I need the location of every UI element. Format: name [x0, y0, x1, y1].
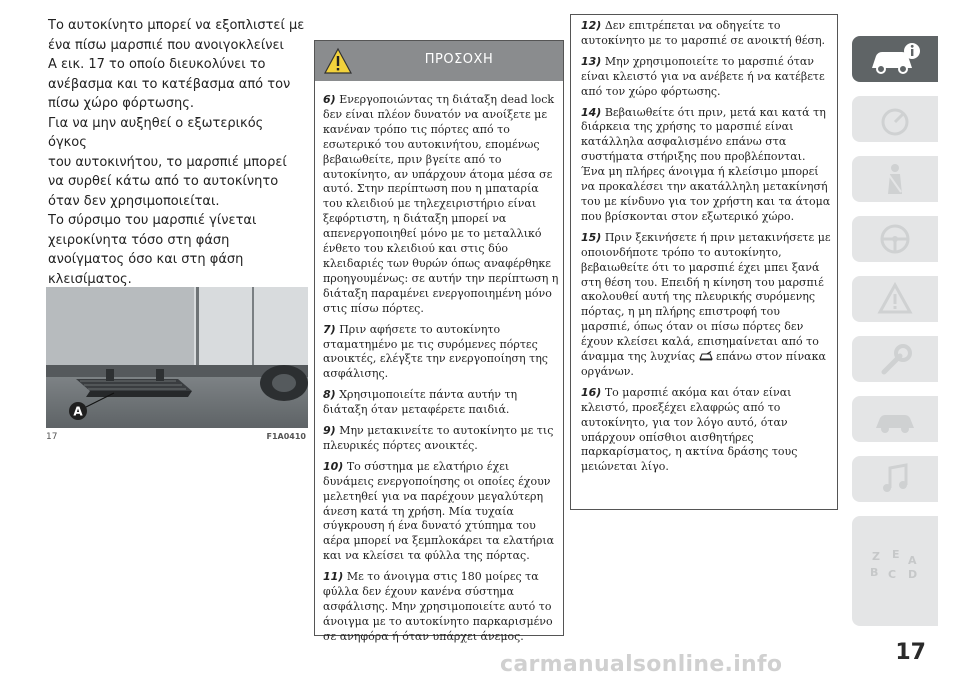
warning-item	[581, 55, 831, 100]
warning-item	[581, 386, 831, 475]
item-number: 13)	[581, 54, 602, 68]
warning-item	[323, 460, 559, 564]
item-text: Το σύστημα με ελατήριο έχει δυνάμεις ενεργοποίησης οι οποίες έχουν μελετηθεί για να παρέχουν μεγαλύτερη άνεση κατά τη χρήση. Μία τυχαία σύγκρουση ή ένα δυνατό χτύπημα του αέρα μπορεί να ξεμπλοκάρει τα ελατήρια και να κλείσει τα φύλλα της πόρτας.	[323, 459, 555, 563]
intro-line: του αυτοκινήτου, το μαρσπιέ μπορεί	[48, 154, 287, 170]
warning-item	[581, 19, 831, 49]
tab-specifications[interactable]	[852, 396, 938, 442]
tab-maintenance[interactable]	[852, 336, 938, 382]
item-number: 6)	[323, 93, 336, 106]
warning-triangle-icon	[868, 282, 922, 316]
page-number: 17	[895, 640, 926, 665]
chapter-sidebar	[852, 36, 938, 626]
intro-line: να συρθεί κάτω από το αυτοκίνητο	[48, 174, 279, 189]
tab-car-info[interactable]	[852, 36, 938, 82]
seatbelt-safety-icon	[868, 162, 922, 196]
music-media-icon	[868, 462, 922, 496]
open-door-warning-icon	[699, 351, 713, 361]
specifications-icon	[868, 402, 922, 436]
item-text: Μην μετακινείτε το αυτοκίνητο με τις πλευρικές πόρτες ανοικτές.	[323, 424, 554, 452]
rear-step-illustration	[46, 287, 308, 428]
intro-line: Το αυτοκίνητο μπορεί να εξοπλιστεί με	[48, 18, 305, 33]
item-text: Πριν ξεκινήσετε ή πριν μετακινήσετε με οποιονδήποτε τρόπο το αυτοκίνητο, βεβαιωθείτε ότι το μαρσπιέ έχει μπει ξανά στη θέση του. Επειδή η κίνηση του μαρσπιέ ακολουθεί αυτή της πλευρικής συρόμενης πόρτας, η μη πλήρης επιστροφή του μαρσπιέ, όπως όταν οι πίσω πόρτες δεν έχουν κλείσει καλά, επισημαίνεται από το άναμμα της λυχνίας	[581, 230, 831, 364]
intro-text	[48, 16, 306, 289]
item-text: Μην χρησιμοποιείτε το μαρσπιέ όταν είναι κλειστό για να ανέβετε ή να κατέβετε από τον χώρο φόρτωσης.	[581, 54, 825, 98]
warning-title: ΠΡΟΣΟΧΗ	[424, 52, 494, 67]
warning-item	[323, 323, 559, 383]
item-number: 12)	[581, 19, 602, 32]
item-number: 15)	[581, 230, 602, 244]
intro-line: πίσω χώρο φόρτωσης.	[48, 96, 194, 111]
item-number: 8)	[323, 388, 336, 402]
intro-line: A εικ. 17 το οποίο διευκολύνει το	[48, 57, 266, 72]
warning-box-continued	[570, 14, 838, 510]
rear-step-photo	[46, 287, 308, 428]
warning-box	[314, 40, 564, 643]
item-number: 7)	[323, 322, 336, 336]
dashboard-lights-icon	[868, 102, 922, 136]
figure-number: 17	[46, 432, 58, 442]
intro-line: χειροκίνητα τόσο στη φάση	[48, 232, 230, 248]
warning-body-continued	[581, 19, 831, 481]
item-number: 16)	[581, 385, 602, 399]
item-text: Ενεργοποιώντας τη διάταξη dead lock δεν είναι πλέον δυνατόν να ανοίξετε με κανέναν τρόπο τις πόρτες από το εσωτερικό του αυτοκινήτου, επομένως βεβαιωθείτε, πριν βγείτε από το αυτοκίνητο, αν υπάρχουν άτομα μέσα σε αυτό. Στην περίπτωση που η μπαταρία του κλειδιού με τηλεχειριστήριο είναι ξεφόρτιστη, η διάταξη μπορεί να απενεργοποιηθεί μόνο με το μεταλλικό ένθετο του κλειδιού και στις δύο κλειδαριές των θυρών όπως αναφέρθηκε προηγουμένως: σε αυτήν την περίπτωση η διάταξη παραμένει ενεργοποιημένη μόνο στις πίσω πόρτες.	[323, 93, 559, 315]
item-text: επάνω στον πίνακα οργάνων.	[581, 350, 826, 378]
intro-line: κλεισίματος.	[48, 271, 132, 287]
tab-index[interactable]	[852, 516, 938, 626]
item-number: 9)	[323, 424, 336, 438]
index-letters-icon	[868, 546, 922, 580]
svg-text:C: C	[888, 568, 897, 580]
item-number: 14)	[581, 105, 602, 119]
warning-item	[323, 424, 559, 454]
warning-item	[323, 570, 559, 645]
tab-safety[interactable]	[852, 156, 938, 202]
item-text: Πριν αφήσετε το αυτοκίνητο σταματημένο με τις συρόμενες πόρτες ανοικτές, ελέγξτε την ενεργοποίηση της ασφάλισης.	[323, 322, 548, 381]
svg-text:B: B	[870, 566, 879, 579]
intro-line: Για να μην αυξηθεί ο εξωτερικός όγκος	[48, 115, 264, 150]
item-text: Το μαρσπιέ ακόμα και όταν είναι κλειστό, προεξέχει ελαφρώς από το αυτοκίνητο, για τον λόγο αυτό, όταν υπάρχουν οπίσθιοι αισθητήρες παρκαρίσματος, η ακτίνα δράσης τους μειώνεται λίγο.	[581, 385, 798, 474]
figure-code: F1A0410	[266, 432, 306, 441]
item-number: 10)	[323, 459, 344, 473]
intro-line: ανέβασμα και το κατέβασμα από τον	[48, 76, 291, 92]
warning-item	[323, 388, 559, 418]
intro-line: όταν δεν χρησιμοποιείται.	[48, 193, 220, 209]
svg-text:E: E	[892, 548, 900, 561]
tab-driving[interactable]	[852, 216, 938, 262]
item-text: Με το άνοιγμα στις 180 μοίρες τα φύλλα δεν έχουν κανένα σύστημα ασφάλισης. Μην χρησιμοποιείτε αυτό το άνοιγμα με το αυτοκίνητο παρκαρισμένο σε ανηφόρα ή όταν υπάρχει άνεμος.	[323, 570, 553, 643]
figure-caption	[46, 432, 308, 446]
warning-triangle-icon	[323, 47, 353, 75]
steering-wheel-icon	[868, 222, 922, 256]
intro-line: ένα πίσω μαρσπιέ που ανοιγοκλείνει	[48, 37, 284, 53]
wrench-icon	[868, 342, 922, 376]
watermark: carmanualsonline.info	[500, 652, 783, 677]
warning-header	[315, 41, 563, 81]
tab-dashboard[interactable]	[852, 96, 938, 142]
svg-text:Z: Z	[872, 550, 880, 563]
warning-item	[581, 231, 831, 380]
svg-text:D: D	[908, 568, 918, 580]
tab-multimedia[interactable]	[852, 456, 938, 502]
intro-line: Το σύρσιμο του μαρσπιέ γίνεται	[48, 213, 257, 228]
warning-item	[323, 93, 559, 317]
item-text: Βεβαιωθείτε ότι πριν, μετά και κατά τη διάρκεια της χρήσης το μαρσπιέ είναι κατάλληλα ασφαλισμένο επάνω στα συστήματα στήριξης που προβλέπονται. Ένα μη πλήρες άνοιγμα ή κλείσιμο μπορεί να προκαλέσει την ακατάλληλη μετακίνησή του με κίνδυνο για τον χρήστη και τα άτομα που βρίσκονται στον εξωτερικό χώρο.	[581, 105, 831, 223]
item-text: Χρησιμοποιείτε πάντα αυτήν τη διάταξη όταν μεταφέρετε παιδιά.	[323, 388, 518, 417]
car-info-icon	[868, 42, 922, 76]
svg-text:A: A	[908, 554, 917, 567]
figure-callout-a: A	[73, 404, 83, 419]
tab-warnings[interactable]	[852, 276, 938, 322]
item-number: 11)	[323, 570, 344, 584]
intro-line: ανοίγματος όσο και στη φάση	[48, 252, 244, 267]
item-text: Δεν επιτρέπεται να οδηγείτε το αυτοκίνητο με το μαρσπιέ σε ανοικτή θέση.	[581, 19, 826, 47]
warning-item	[581, 106, 831, 225]
warning-body	[323, 93, 559, 651]
